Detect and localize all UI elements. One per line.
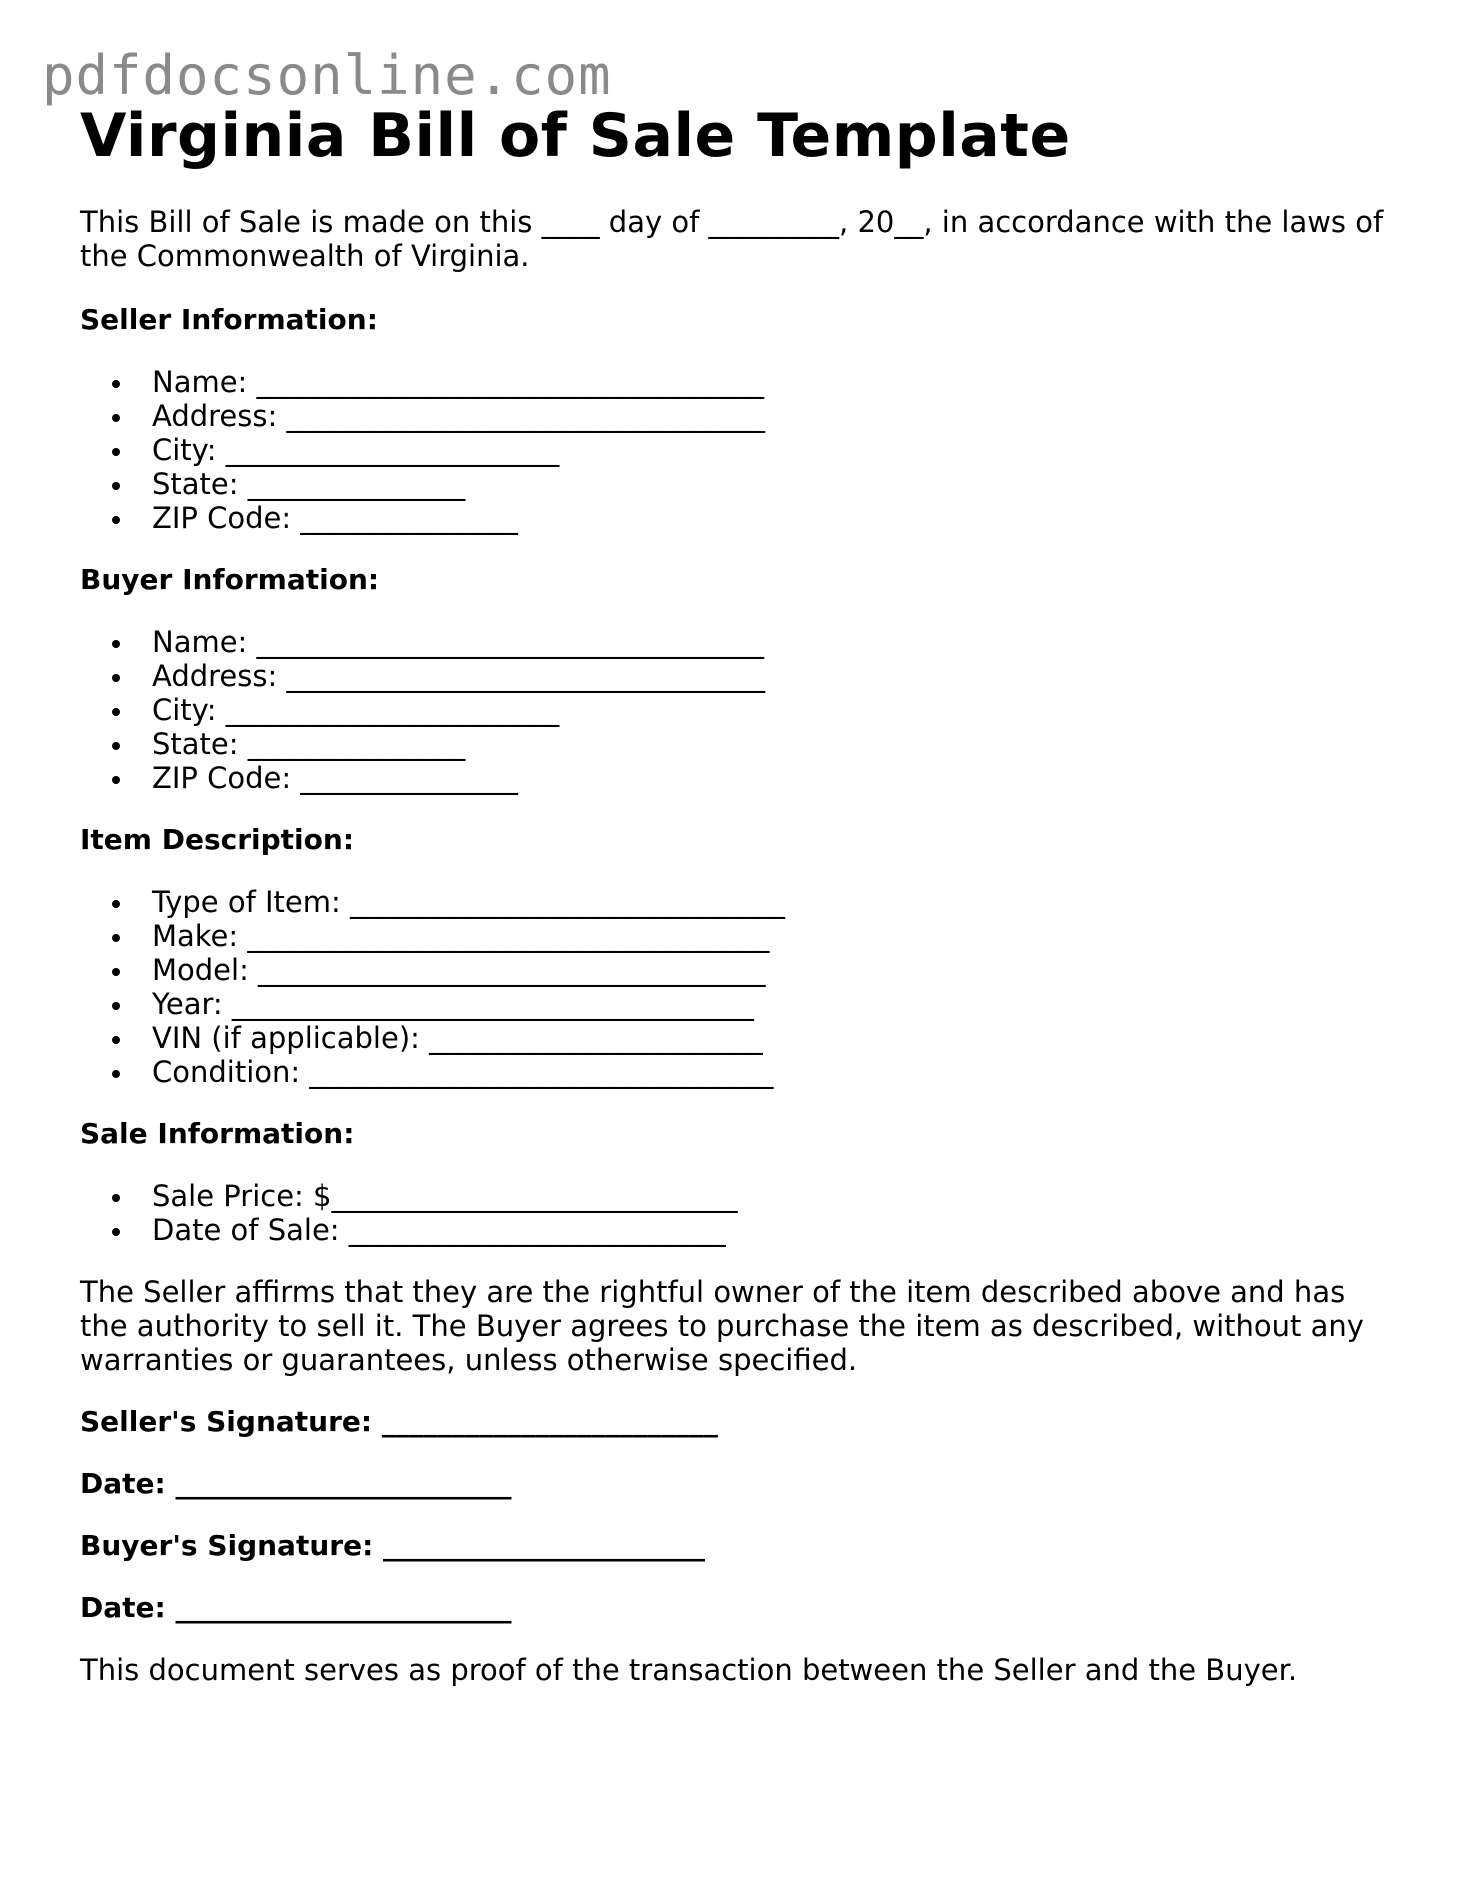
item-type-field: Type of Item: ______________________________ [152, 885, 1400, 919]
sale-section-heading: Sale Information: [80, 1117, 355, 1150]
buyer-name-field: Name: ___________________________________ [152, 625, 1400, 659]
buyer-fields-list [80, 625, 1400, 795]
intro-paragraph: This Bill of Sale is made on this ____ day of _________, 20__, in accordance with the laws of the Commonwealth of Virginia. [80, 205, 1384, 273]
seller-date-line: Date: ________________________ [80, 1467, 512, 1500]
item-section-heading: Item Description: [80, 823, 355, 856]
item-model-field: Model: ___________________________________ [152, 953, 1400, 987]
item-make-field: Make: ____________________________________ [152, 919, 1400, 953]
seller-section-heading: Seller Information: [80, 303, 378, 336]
item-vin-field: VIN (if applicable): _______________________ [152, 1021, 1400, 1055]
seller-name-field: Name: ___________________________________ [152, 365, 1400, 399]
buyer-date-line: Date: ________________________ [80, 1591, 512, 1624]
page-title: Virginia Bill of Sale Template [80, 101, 1071, 171]
sale-price-field: Sale Price: $____________________________ [152, 1179, 1400, 1213]
seller-address-field: Address: _________________________________ [152, 399, 1400, 433]
item-year-field: Year: ____________________________________ [152, 987, 1400, 1021]
buyer-section-heading: Buyer Information: [80, 563, 380, 596]
item-condition-field: Condition: ________________________________ [152, 1055, 1400, 1089]
buyer-state-field: State: _______________ [152, 727, 1400, 761]
seller-zip-field: ZIP Code: _______________ [152, 501, 1400, 535]
sale-date-field: Date of Sale: __________________________ [152, 1213, 1400, 1247]
seller-fields-list [80, 365, 1400, 535]
seller-signature-line: Seller's Signature: ________________________ [80, 1405, 718, 1438]
buyer-address-field: Address: _________________________________ [152, 659, 1400, 693]
affirmation-paragraph: The Seller affirms that they are the rightful owner of the item described above and has the authority to sell it. The Buyer agrees to purchase the item as described, without any warranties or guarantees, unless otherwise specified. [80, 1275, 1364, 1377]
watermark: pdfdocsonline.com [42, 44, 612, 107]
item-fields-list [80, 885, 1400, 1089]
buyer-signature-line: Buyer's Signature: _______________________ [80, 1529, 706, 1562]
document-body [80, 100, 1400, 1687]
sale-fields-list [80, 1179, 1400, 1247]
buyer-zip-field: ZIP Code: _______________ [152, 761, 1400, 795]
buyer-city-field: City: _______________________ [152, 693, 1400, 727]
seller-city-field: City: _______________________ [152, 433, 1400, 467]
closing-paragraph: This document serves as proof of the transaction between the Seller and the Buyer. [80, 1653, 1298, 1687]
seller-state-field: State: _______________ [152, 467, 1400, 501]
